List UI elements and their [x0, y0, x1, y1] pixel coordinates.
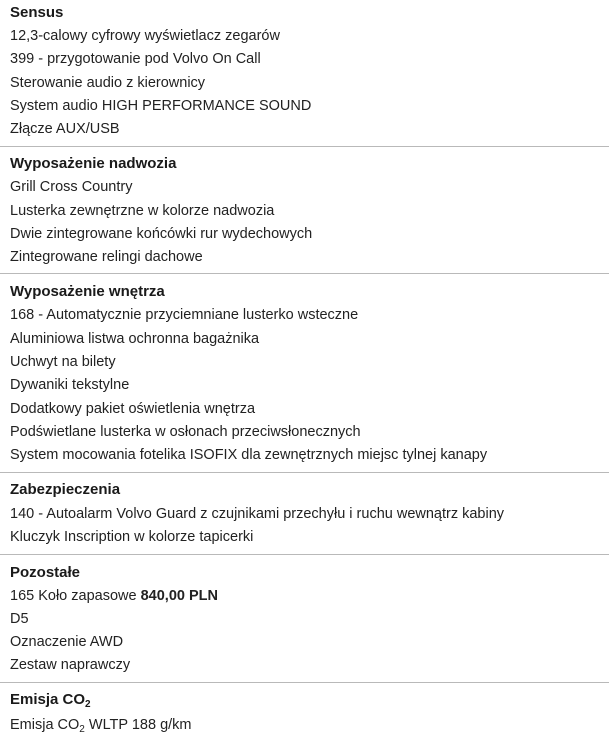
list-item: Aluminiowa listwa ochronna bagażnika — [10, 331, 260, 347]
list-item: Dodatkowy pakiet oświetlenia wnętrza — [10, 401, 256, 417]
section-heading: Wyposażenie wnętrza — [10, 283, 165, 300]
section-sensus — [0, 0, 609, 147]
section-heading: Sensus — [10, 4, 64, 21]
list-item: System mocowania fotelika ISOFIX dla zewnętrznych miejsc tylnej kanapy — [10, 447, 488, 463]
list-item: Sterowanie audio z kierownicy — [10, 75, 206, 91]
list-item: 140 - Autoalarm Volvo Guard z czujnikami przechyłu i ruchu wewnątrz kabiny — [10, 506, 505, 522]
list-item: System audio HIGH PERFORMANCE SOUND — [10, 98, 312, 114]
list-item: Kluczyk Inscription w kolorze tapicerki — [10, 529, 254, 545]
list-item: Emisja $CO_2$ WLTP 188 g/km — [10, 717, 192, 735]
section-wyposazenie-wnetrza — [0, 274, 609, 473]
list-item: 168 - Automatycznie przyciemniane lusterko wsteczne — [10, 307, 359, 323]
section-wyposazenie-nadwozia — [0, 147, 609, 274]
list-item: Dywaniki tekstylne — [10, 377, 130, 393]
list-item: Lusterka zewnętrzne w kolorze nadwozia — [10, 203, 275, 219]
priced-list-item — [10, 586, 218, 606]
list-item: Dwie zintegrowane końcówki rur wydechowych — [10, 226, 313, 242]
section-pozostale — [0, 555, 609, 683]
list-item: Uchwyt na bilety — [10, 354, 116, 370]
list-item: Zestaw naprawczy — [10, 657, 131, 673]
list-item: Oznaczenie AWD — [10, 634, 124, 650]
list-item: 12,3-calowy cyfrowy wyświetlacz zegarów — [10, 28, 280, 44]
section-zabezpieczenia — [0, 473, 609, 555]
section-heading: Wyposażenie nadwozia — [10, 155, 177, 172]
list-item: Złącze AUX/USB — [10, 121, 120, 137]
list-item: 399 - przygotowanie pod Volvo On Call — [10, 51, 261, 67]
list-item: Grill Cross Country — [10, 179, 133, 195]
section-emisja-co2 — [0, 683, 609, 745]
list-item: Podświetlane lusterka w osłonach przeciwsłonecznych — [10, 424, 361, 440]
section-heading: Emisja $CO_2$ — [10, 691, 91, 710]
list-item: D5 — [10, 611, 29, 627]
item-price: 840,00 PLN — [140, 588, 218, 604]
item-label: 165 Koło zapasowe — [10, 588, 141, 604]
section-heading: Pozostałe — [10, 564, 81, 581]
section-heading: Zabezpieczenia — [10, 481, 121, 498]
list-item: Zintegrowane relingi dachowe — [10, 249, 203, 265]
